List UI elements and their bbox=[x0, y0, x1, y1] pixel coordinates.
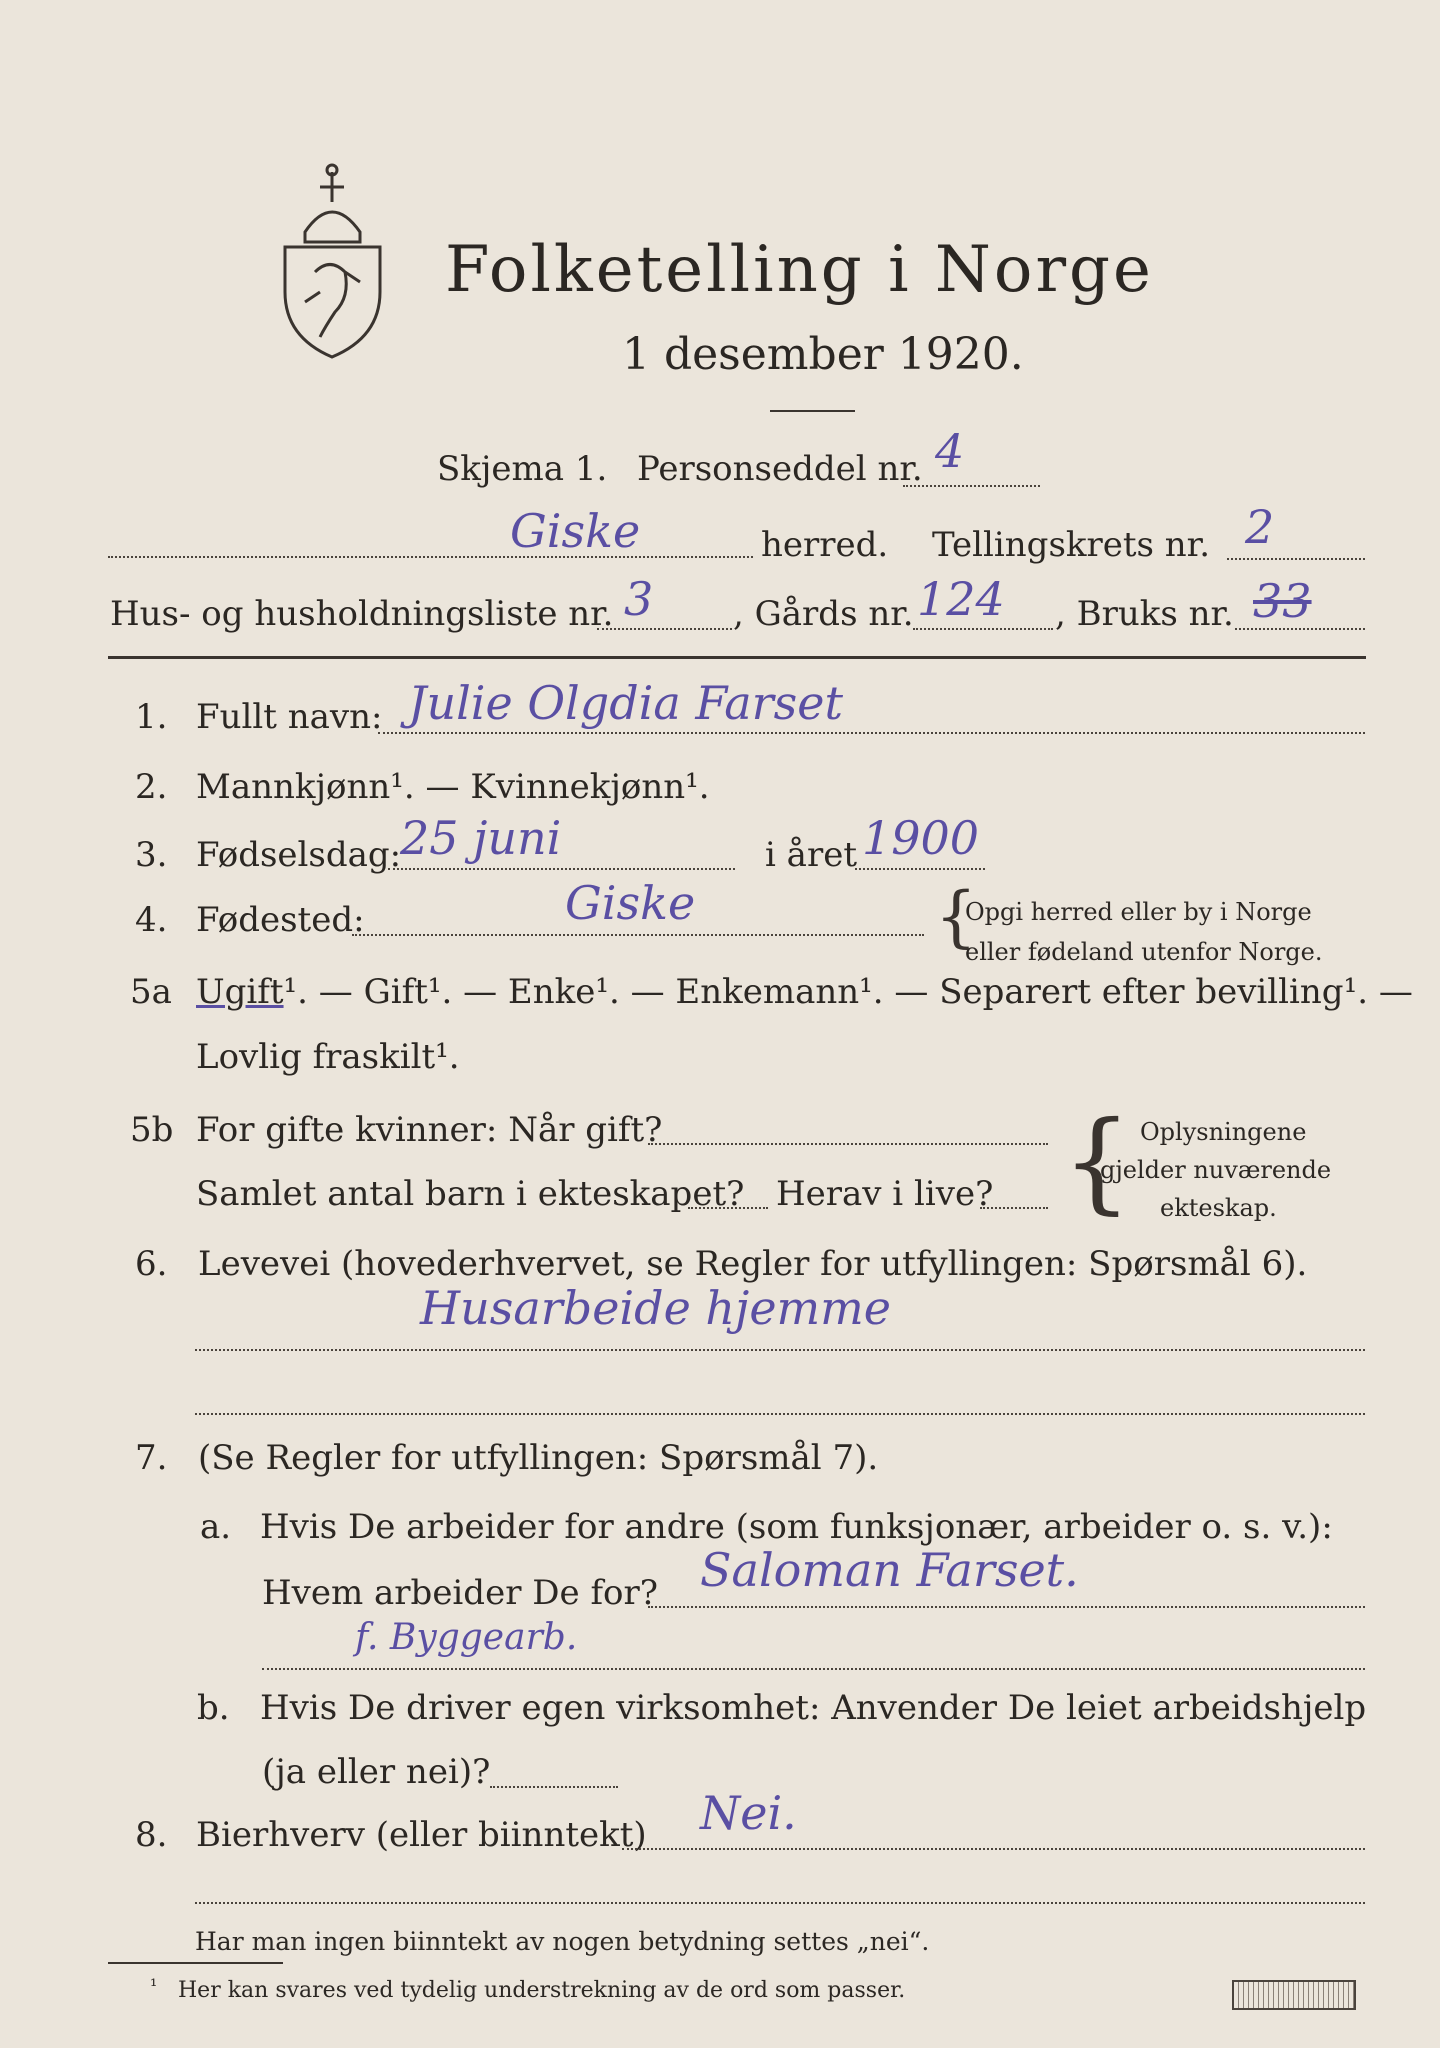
q7a-line2 bbox=[262, 1668, 1365, 1670]
q5b-note3: ekteskap. bbox=[1160, 1194, 1277, 1222]
q8-label: Bierhverv (eller biinntekt) bbox=[196, 1815, 647, 1855]
norwegian-coat-of-arms-icon bbox=[275, 162, 390, 362]
q7a-label1: Hvis De arbeider for andre (som funksjonær, arbeider o. s. v.): bbox=[260, 1507, 1333, 1547]
q7a-letter: a. bbox=[200, 1507, 232, 1547]
q1-label: Fullt navn: bbox=[196, 697, 383, 737]
q7a-label2: Hvem arbeider De for? bbox=[262, 1573, 658, 1613]
q5a-other-options: ¹. — Gift¹. — Enke¹. — Enkemann¹. — Separert efter bevilling¹. — bbox=[283, 972, 1413, 1012]
q4-value: Giske bbox=[565, 876, 696, 930]
q7b-line bbox=[490, 1786, 618, 1788]
q6-label: Levevei (hovederhvervet, se Regler for utfyllingen: Spørsmål 6). bbox=[198, 1244, 1308, 1284]
q5b-label1: For gifte kvinner: Når gift? bbox=[196, 1110, 663, 1150]
q5a-ugift-option: Ugift bbox=[196, 972, 284, 1012]
q7-number: 7. bbox=[135, 1438, 168, 1478]
q4-number: 4. bbox=[135, 900, 168, 940]
q7b-letter: b. bbox=[197, 1688, 230, 1728]
q3-value: 25 juni bbox=[400, 811, 562, 865]
q5a-number: 5a bbox=[130, 972, 172, 1012]
q4-brace: { bbox=[935, 878, 977, 955]
q2-male-option: Mannkjønn¹. — bbox=[196, 767, 471, 807]
footnote-rule bbox=[108, 1962, 283, 1964]
bruks-label: , Bruks nr. bbox=[1055, 594, 1234, 634]
bruks-value: 33 bbox=[1253, 574, 1312, 628]
title-divider bbox=[770, 410, 855, 412]
q5b-line2 bbox=[688, 1207, 768, 1209]
q1-line bbox=[378, 732, 1365, 734]
gards-line bbox=[913, 628, 1053, 630]
form-title: Folketelling i Norge bbox=[445, 233, 1154, 307]
husliste-label: Hus- og husholdningsliste nr. bbox=[110, 594, 614, 634]
herred-label: herred. bbox=[761, 525, 889, 565]
personseddel-label: Personseddel nr. bbox=[637, 449, 923, 489]
q3-number: 3. bbox=[135, 835, 168, 875]
q2-female-option: Kvinnekjønn¹. bbox=[470, 767, 710, 807]
q4-label: Fødested: bbox=[196, 900, 365, 940]
header-rule bbox=[108, 656, 1366, 659]
tellingskrets-label: Tellingskrets nr. bbox=[932, 525, 1211, 565]
q5b-number: 5b bbox=[130, 1110, 174, 1150]
q7a-value1: Saloman Farset. bbox=[700, 1543, 1079, 1597]
q5a-options bbox=[196, 972, 1413, 1012]
q7a-value2: f. Byggearb. bbox=[355, 1617, 578, 1658]
q2-number: 2. bbox=[135, 767, 168, 807]
q3-year-label: i året bbox=[765, 835, 857, 875]
q7-label: (Se Regler for utfyllingen: Spørsmål 7). bbox=[198, 1438, 879, 1478]
q5b-note2: gjelder nuværende bbox=[1100, 1156, 1332, 1184]
q3-year-value: 1900 bbox=[862, 811, 980, 865]
q4-note-line1: Opgi herred eller by i Norge bbox=[965, 898, 1312, 926]
q1-value: Julie Olgdia Farset bbox=[408, 676, 843, 730]
q3-year-line bbox=[855, 868, 985, 870]
q8-number: 8. bbox=[135, 1815, 168, 1855]
q7a-line1 bbox=[648, 1606, 1365, 1608]
q5b-brace: { bbox=[1062, 1097, 1132, 1225]
q5a-line2: Lovlig fraskilt¹. bbox=[196, 1037, 460, 1077]
q3-label: Fødselsdag: bbox=[196, 835, 402, 875]
personseddel-line bbox=[903, 485, 1040, 487]
q8-line bbox=[622, 1848, 1365, 1850]
q6-value: Husarbeide hjemme bbox=[420, 1281, 892, 1335]
q5b-line3 bbox=[980, 1207, 1048, 1209]
q5b-label3: Herav i live? bbox=[776, 1174, 994, 1214]
q8-line2 bbox=[195, 1902, 1365, 1904]
bruks-line bbox=[1235, 628, 1365, 630]
personseddel-value: 4 bbox=[935, 424, 965, 478]
q4-line bbox=[352, 934, 924, 936]
q5b-line1 bbox=[648, 1143, 1048, 1145]
q1-number: 1. bbox=[135, 697, 168, 737]
form-note: Har man ingen biinntekt av nogen betydning settes „nei“. bbox=[195, 1927, 930, 1956]
q8-value: Nei. bbox=[700, 1786, 797, 1840]
q6-line1 bbox=[195, 1349, 1365, 1351]
q6-line2 bbox=[195, 1413, 1365, 1415]
footnote: Her kan svares ved tydelig understrekning av de ord som passer. bbox=[178, 1978, 906, 2003]
q2-options bbox=[196, 767, 710, 807]
gards-label: , Gårds nr. bbox=[733, 594, 914, 634]
q4-note-line2: eller fødeland utenfor Norge. bbox=[965, 938, 1323, 966]
tellingskrets-value: 2 bbox=[1245, 500, 1275, 554]
husliste-line bbox=[597, 628, 732, 630]
gards-value: 124 bbox=[917, 572, 1005, 626]
herred-value: Giske bbox=[510, 504, 641, 558]
q5b-label2: Samlet antal barn i ekteskapet? bbox=[196, 1174, 745, 1214]
q3-line bbox=[388, 868, 735, 870]
q5b-note1: Oplysningene bbox=[1140, 1118, 1307, 1146]
q7b-label2: (ja eller nei)? bbox=[262, 1752, 491, 1792]
tellingskrets-line bbox=[1227, 558, 1365, 560]
husliste-value: 3 bbox=[624, 572, 654, 626]
herred-line bbox=[108, 556, 753, 558]
skjema-label: Skjema 1. bbox=[437, 449, 608, 489]
form-date: 1 desember 1920. bbox=[622, 329, 1024, 380]
q6-number: 6. bbox=[135, 1244, 168, 1284]
q7b-label1: Hvis De driver egen virksomhet: Anvender De leiet arbeidshjelp bbox=[260, 1688, 1367, 1728]
footnote-mark: ¹ bbox=[150, 1976, 158, 1997]
printer-stamp-icon bbox=[1232, 1980, 1356, 2010]
